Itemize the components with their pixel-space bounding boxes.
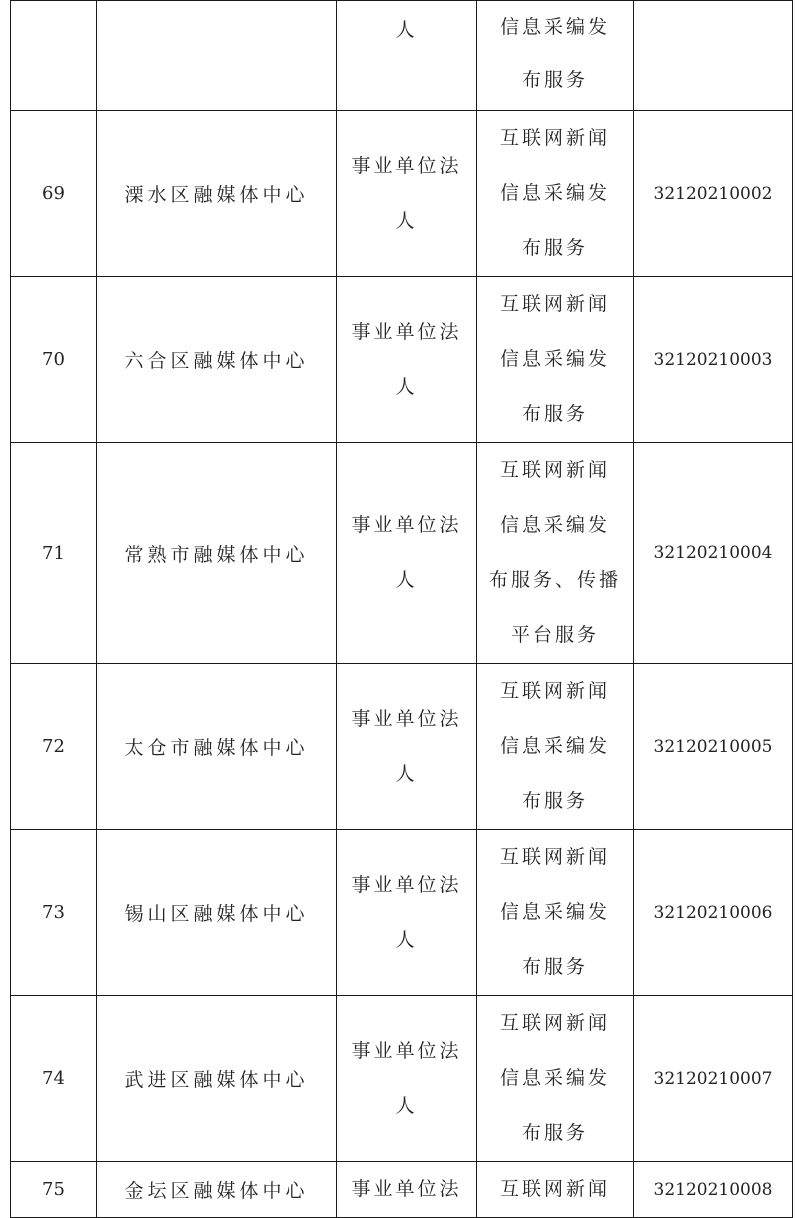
cell-license-code xyxy=(634,1,793,111)
nature-line: 事业单位法 xyxy=(351,320,462,343)
cell-org-name: 溧水区融媒体中心 xyxy=(97,111,337,277)
table-row xyxy=(11,443,793,664)
cell-org-nature xyxy=(337,1,477,111)
cell-service-scope xyxy=(477,111,634,277)
nature-line: 事业单位法 xyxy=(351,707,462,730)
cell-org-name: 金坛区融媒体中心 xyxy=(97,1162,337,1218)
cell-org-nature xyxy=(337,830,477,996)
nature-line: 人 xyxy=(395,762,418,785)
service-line: 信息采编发 xyxy=(499,1067,610,1089)
cell-number: 69 xyxy=(11,111,97,277)
cell-license-code: 32120210005 xyxy=(634,664,793,830)
table-row xyxy=(11,1162,793,1218)
cell-number: 71 xyxy=(11,443,97,664)
service-line: 互联网新闻 xyxy=(499,127,610,149)
cell-number: 70 xyxy=(11,277,97,443)
cell-service-scope xyxy=(477,1162,634,1218)
service-line: 互联网新闻 xyxy=(499,459,610,481)
service-line: 平台服务 xyxy=(510,624,599,646)
cell-service-scope xyxy=(477,443,634,664)
cell-org-name: 武进区融媒体中心 xyxy=(97,996,337,1162)
table-row xyxy=(11,277,793,443)
cell-number: 75 xyxy=(11,1162,97,1218)
nature-line: 人 xyxy=(395,1094,418,1117)
service-line: 互联网新闻 xyxy=(499,846,610,868)
service-line: 布服务 xyxy=(521,237,588,259)
cell-org-name xyxy=(97,1,337,111)
cell-number xyxy=(11,1,97,111)
service-line: 互联网新闻 xyxy=(499,1012,610,1034)
cell-license-code: 32120210008 xyxy=(634,1162,793,1218)
service-line: 布服务、传播 xyxy=(488,569,621,591)
service-line: 信息采编发 xyxy=(499,514,610,536)
cell-org-nature xyxy=(337,996,477,1162)
nature-line: 人 xyxy=(395,928,418,951)
nature-line: 人 xyxy=(395,569,418,591)
cell-org-nature xyxy=(337,664,477,830)
cell-org-name: 太仓市融媒体中心 xyxy=(97,664,337,830)
cell-org-nature xyxy=(337,1162,477,1218)
cell-service-scope xyxy=(477,664,634,830)
service-line: 互联网新闻 xyxy=(499,680,610,702)
table-body xyxy=(11,1,793,1218)
nature-line: 事业单位法 xyxy=(351,1178,462,1200)
service-line: 信息采编发 xyxy=(499,16,610,38)
service-line: 布服务 xyxy=(521,69,588,91)
cell-service-scope xyxy=(477,996,634,1162)
license-table xyxy=(10,0,793,1218)
service-line: 信息采编发 xyxy=(499,735,610,757)
service-line: 互联网新闻 xyxy=(499,1178,610,1200)
cell-org-name: 常熟市融媒体中心 xyxy=(97,443,337,664)
cell-service-scope xyxy=(477,1,634,111)
nature-line: 事业单位法 xyxy=(351,514,462,536)
table-row xyxy=(11,111,793,277)
cell-number: 74 xyxy=(11,996,97,1162)
table-row xyxy=(11,830,793,996)
cell-service-scope xyxy=(477,277,634,443)
cell-number: 73 xyxy=(11,830,97,996)
service-line: 信息采编发 xyxy=(499,901,610,923)
cell-org-name: 锡山区融媒体中心 xyxy=(97,830,337,996)
service-line: 互联网新闻 xyxy=(499,293,610,315)
cell-number: 72 xyxy=(11,664,97,830)
cell-org-nature xyxy=(337,277,477,443)
service-line: 信息采编发 xyxy=(499,182,610,204)
nature-line: 事业单位法 xyxy=(351,1039,462,1062)
nature-line: 事业单位法 xyxy=(351,873,462,896)
service-line: 布服务 xyxy=(521,790,588,812)
cell-license-code: 32120210002 xyxy=(634,111,793,277)
nature-line: 人 xyxy=(395,19,418,41)
cell-license-code: 32120210007 xyxy=(634,996,793,1162)
nature-line: 事业单位法 xyxy=(351,154,462,177)
table-row xyxy=(11,1,793,111)
table-row xyxy=(11,996,793,1162)
nature-line: 人 xyxy=(395,209,418,232)
cell-license-code: 32120210003 xyxy=(634,277,793,443)
service-line: 布服务 xyxy=(521,1122,588,1144)
nature-line: 人 xyxy=(395,375,418,398)
cell-license-code: 32120210004 xyxy=(634,443,793,664)
cell-org-nature xyxy=(337,111,477,277)
cell-org-nature xyxy=(337,443,477,664)
service-line: 布服务 xyxy=(521,403,588,425)
cell-service-scope xyxy=(477,830,634,996)
cell-license-code: 32120210006 xyxy=(634,830,793,996)
service-line: 信息采编发 xyxy=(499,348,610,370)
cell-org-name: 六合区融媒体中心 xyxy=(97,277,337,443)
service-line: 布服务 xyxy=(521,956,588,978)
table-row xyxy=(11,664,793,830)
